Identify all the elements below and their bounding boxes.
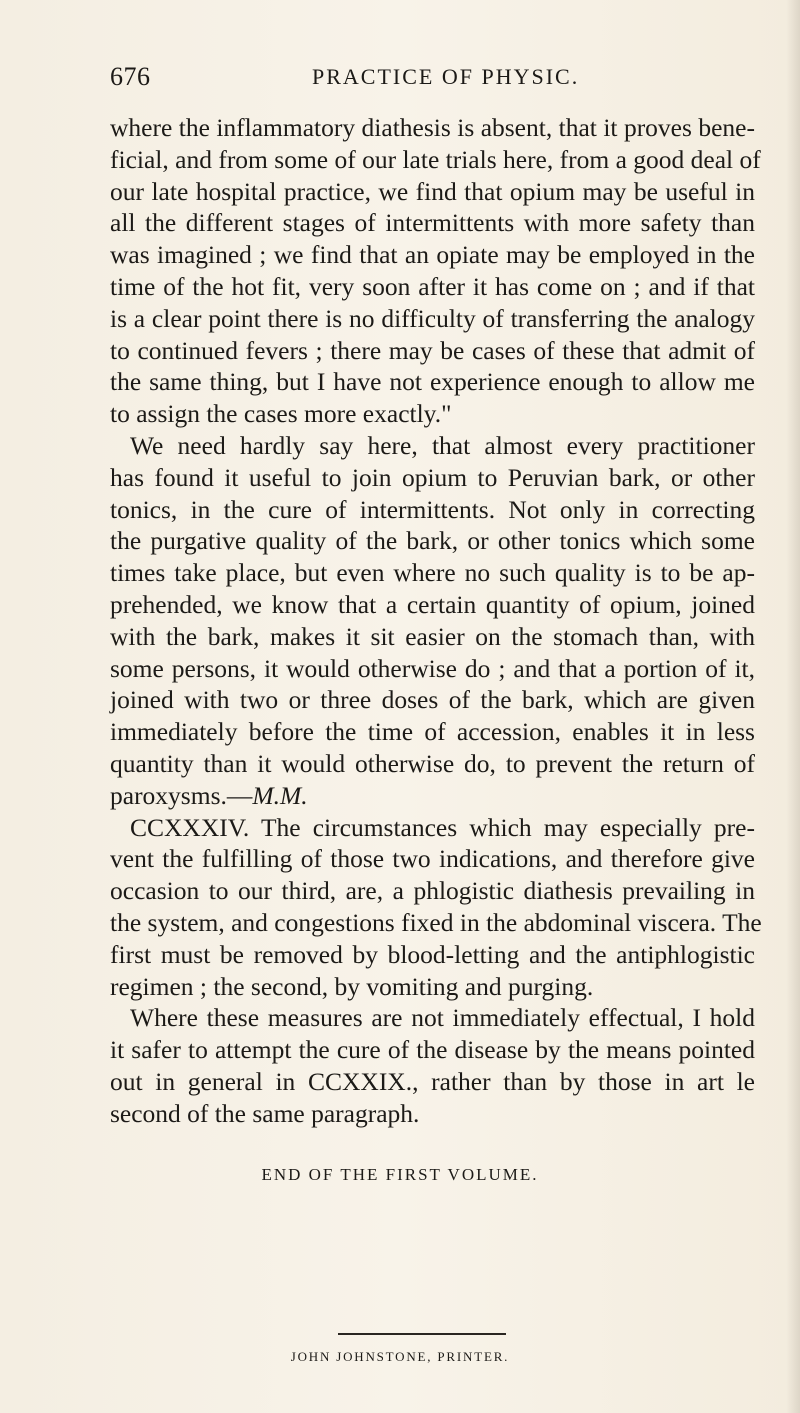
text-line: Where these measures are not immediately effectual, I hold [130, 1003, 755, 1033]
paragraph-final [110, 1002, 755, 1129]
text-line: with the bark, makes it sit easier on the stomach than, with [110, 621, 755, 651]
page-number: 676 [110, 62, 151, 91]
text-line: ficial, and from some of our late trials here, from a good deal of [110, 144, 761, 174]
text-line: quantity than it would otherwise do, to prevent the return of [110, 748, 755, 778]
text-line: it safer to attempt the cure of the disease by the means pointed [110, 1035, 755, 1065]
paragraph-ccxxxiv [110, 812, 762, 1003]
text-line: paroxysms.— [110, 780, 253, 810]
editor-signature: M.M. [252, 780, 308, 810]
text-line: the same thing, but I have not experience enough to allow me [110, 367, 755, 397]
text-line: all the different stages of intermittents with more safety than [110, 208, 755, 238]
running-head: PRACTICE OF PHYSIC. [312, 64, 580, 89]
text-line: prehended, we know that a certain quantity of opium, joined [110, 589, 755, 619]
page-header [110, 62, 750, 106]
text-line: was imagined ; we find that an opiate may be employed in the [110, 240, 755, 270]
text-line: the purgative quality of the bark, or other tonics which some [110, 526, 755, 556]
text-line: vent the fulfilling of those two indications, and therefore give [110, 844, 755, 874]
end-of-volume-line: END OF THE FIRST VOLUME. [261, 1165, 539, 1184]
text-line: first must be removed by blood-letting and the antiphlogistic [110, 939, 755, 969]
text-line: where the inflammatory diathesis is absent, that it proves bene- [110, 113, 755, 142]
text-line: is a clear point there is no difficulty of transferring the analogy [110, 303, 755, 333]
text-line: tonics, in the cure of intermittents. Not only in correcting [110, 494, 755, 524]
text-line: joined with two or three doses of the bark, which are given [110, 685, 755, 715]
text-line: some persons, it would otherwise do ; and that a portion of it, [110, 653, 755, 683]
printer-rule [338, 1333, 506, 1335]
text-line: occasion to our third, are, a phlogistic diathesis prevailing in [110, 876, 755, 906]
text-line: times take place, but even where no such quality is to be ap- [110, 558, 755, 588]
text-line: regimen ; the second, by vomiting and purging. [110, 971, 594, 1001]
text-line: out in general in CCXXIX., rather than by those in art le [110, 1066, 755, 1096]
paragraph-opium-bark [110, 430, 755, 812]
text-line: immediately before the time of accession, enables it in less [110, 717, 755, 747]
text-line: to assign the cases more exactly." [110, 399, 452, 429]
text-line-with-signature [110, 780, 755, 812]
text-line: our late hospital practice, we find that opium may be useful in [110, 176, 755, 206]
printer-imprint: JOHN JOHNSTONE, PRINTER. [290, 1349, 510, 1364]
text-line: time of the hot fit, very soon after it has come on ; and if that [110, 271, 755, 301]
text-line: has found it useful to join opium to Peruvian bark, or other [110, 462, 755, 492]
text-line: to continued fevers ; there may be cases of these that admit of [110, 335, 755, 365]
text-line: CCXXXIV. The circumstances which may especially pre- [130, 812, 755, 842]
text-line: the system, and congestions fixed in the abdominal viscera. The [110, 907, 762, 937]
text-line: second of the same paragraph. [110, 1098, 420, 1128]
text-line: We need hardly say here, that almost every practitioner [130, 430, 755, 460]
page-edge-shadow [786, 0, 800, 1413]
paragraph-continuation [110, 112, 761, 430]
page-body [110, 112, 762, 1130]
